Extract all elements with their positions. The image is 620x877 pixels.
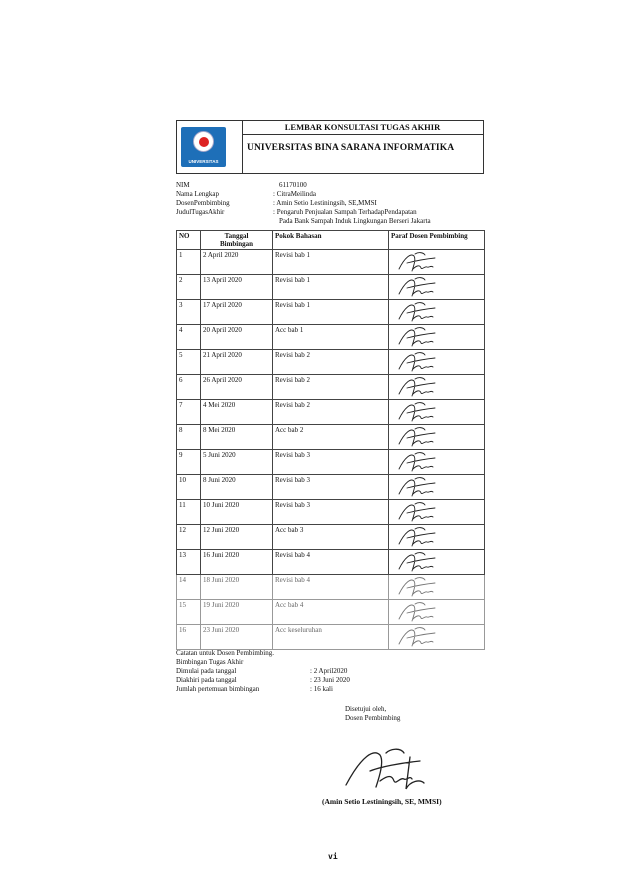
row-topic: Acc bab 3 [273,525,389,550]
row-date: 4 Mei 2020 [201,400,273,425]
table-row [177,275,485,300]
row-topic: Revisi bab 3 [273,475,389,500]
form-title: LEMBAR KONSULTASI TUGAS AKHIR [242,121,483,135]
logo-emblem-icon [193,131,214,152]
signature-mark [395,626,439,648]
table-row [177,625,485,650]
table-row [177,525,485,550]
table-row [177,400,485,425]
consultation-table [176,230,485,650]
signature-mark [395,376,439,398]
row-topic: Acc bab 4 [273,600,389,625]
row-no: 11 [177,500,201,525]
row-no: 13 [177,550,201,575]
row-date: 8 Mei 2020 [201,425,273,450]
title-value-line2: Pada Bank Sampah Induk Lingkungan Berseri Jakarta [279,217,431,225]
table-row [177,375,485,400]
table-row [177,500,485,525]
page-number: vi [328,852,338,861]
row-no: 3 [177,300,201,325]
form-header [176,120,484,174]
table-row [177,250,485,275]
table-row [177,575,485,600]
signature-mark [395,576,439,598]
row-topic: Revisi bab 2 [273,375,389,400]
row-signature-cell [389,575,485,600]
title-value-line1: : Pengaruh Penjualan Sampah TerhadapPendapatan [273,208,417,216]
row-date: 13 April 2020 [201,275,273,300]
start-value: : 2 April2020 [310,667,348,675]
row-date: 17 April 2020 [201,300,273,325]
signature-mark [395,451,439,473]
row-date: 8 Juni 2020 [201,475,273,500]
row-topic: Revisi bab 3 [273,500,389,525]
col-header-date: Tanggal Bimbingan [201,231,273,250]
signature-mark [395,251,439,273]
row-no: 15 [177,600,201,625]
row-topic: Revisi bab 2 [273,350,389,375]
row-topic: Revisi bab 4 [273,550,389,575]
name-value: : CitraMeilinda [273,190,316,198]
row-signature-cell [389,625,485,650]
row-no: 7 [177,400,201,425]
signature-mark [395,501,439,523]
row-signature-cell [389,475,485,500]
row-date: 21 April 2020 [201,350,273,375]
row-no: 2 [177,275,201,300]
signature-mark [395,401,439,423]
table-row [177,350,485,375]
table-row [177,300,485,325]
table-header-row [177,231,485,250]
advisor-signed-name: (Amin Setio Lestiningsih, SE, MMSI) [322,797,442,806]
row-no: 6 [177,375,201,400]
row-topic: Revisi bab 4 [273,575,389,600]
table-row [177,325,485,350]
row-topic: Acc keseluruhan [273,625,389,650]
signature-mark [395,276,439,298]
row-date: 10 Juni 2020 [201,500,273,525]
row-date: 18 Juni 2020 [201,575,273,600]
notes-title: Catatan untuk Dosen Pembimbing. [176,649,274,657]
row-signature-cell [389,300,485,325]
end-value: : 23 Juni 2020 [310,676,350,684]
row-signature-cell [389,350,485,375]
notes-subtitle: Bimbingan Tugas Akhir [176,658,244,666]
signature-mark [395,551,439,573]
row-topic: Revisi bab 1 [273,275,389,300]
end-label: Diakhiri pada tanggal [176,676,237,684]
col-header-no: NO [177,231,201,250]
row-signature-cell [389,325,485,350]
logo-cell [177,121,243,173]
row-signature-cell [389,425,485,450]
table-row [177,425,485,450]
row-topic: Revisi bab 1 [273,300,389,325]
table-row [177,600,485,625]
advisor-value: : Amin Setio Lestiningsih, SE,MMSI [273,199,377,207]
table-row [177,475,485,500]
approval-line2: Dosen Pembimbing [345,714,401,722]
signature-mark [395,426,439,448]
col-header-sign: Paraf Dosen Pembimbing [389,231,485,250]
name-label: Nama Lengkap [176,190,219,198]
row-date: 26 April 2020 [201,375,273,400]
university-logo [181,127,226,167]
row-signature-cell [389,400,485,425]
row-signature-cell [389,600,485,625]
row-no: 1 [177,250,201,275]
table-row [177,550,485,575]
row-no: 4 [177,325,201,350]
row-no: 10 [177,475,201,500]
advisor-label: DosenPembimbing [176,199,230,207]
row-topic: Revisi bab 3 [273,450,389,475]
row-date: 12 Juni 2020 [201,525,273,550]
signature-mark [395,601,439,623]
start-label: Dimulai pada tanggal [176,667,237,675]
row-topic: Revisi bab 1 [273,250,389,275]
nim-label: NIM [176,181,190,189]
advisor-signature [340,745,450,793]
signature-mark [395,301,439,323]
row-date: 23 Juni 2020 [201,625,273,650]
row-signature-cell [389,500,485,525]
nim-value: 61170100 [279,181,307,189]
row-no: 12 [177,525,201,550]
row-no: 16 [177,625,201,650]
row-date: 20 April 2020 [201,325,273,350]
signature-mark [395,526,439,548]
row-topic: Acc bab 2 [273,425,389,450]
title-label: JudulTugasAkhir [176,208,225,216]
university-name: UNIVERSITAS BINA SARANA INFORMATIKA [247,143,455,153]
row-signature-cell [389,250,485,275]
table-row [177,450,485,475]
row-no: 5 [177,350,201,375]
signature-mark [395,351,439,373]
row-no: 9 [177,450,201,475]
row-signature-cell [389,275,485,300]
row-no: 14 [177,575,201,600]
row-date: 5 Juni 2020 [201,450,273,475]
signature-mark [395,476,439,498]
row-signature-cell [389,525,485,550]
count-label: Jumlah pertemuan bimbingan [176,685,260,693]
col-header-topic: Pokok Bahasan [273,231,389,250]
row-date: 16 Juni 2020 [201,550,273,575]
row-date: 19 Juni 2020 [201,600,273,625]
logo-text: UNIVERSITAS [188,159,219,164]
row-no: 8 [177,425,201,450]
row-signature-cell [389,550,485,575]
signature-mark [395,326,439,348]
row-topic: Revisi bab 2 [273,400,389,425]
approval-line1: Disetujui oleh, [345,705,387,713]
row-topic: Acc bab 1 [273,325,389,350]
row-signature-cell [389,450,485,475]
row-signature-cell [389,375,485,400]
row-date: 2 April 2020 [201,250,273,275]
count-value: : 16 kali [310,685,333,693]
